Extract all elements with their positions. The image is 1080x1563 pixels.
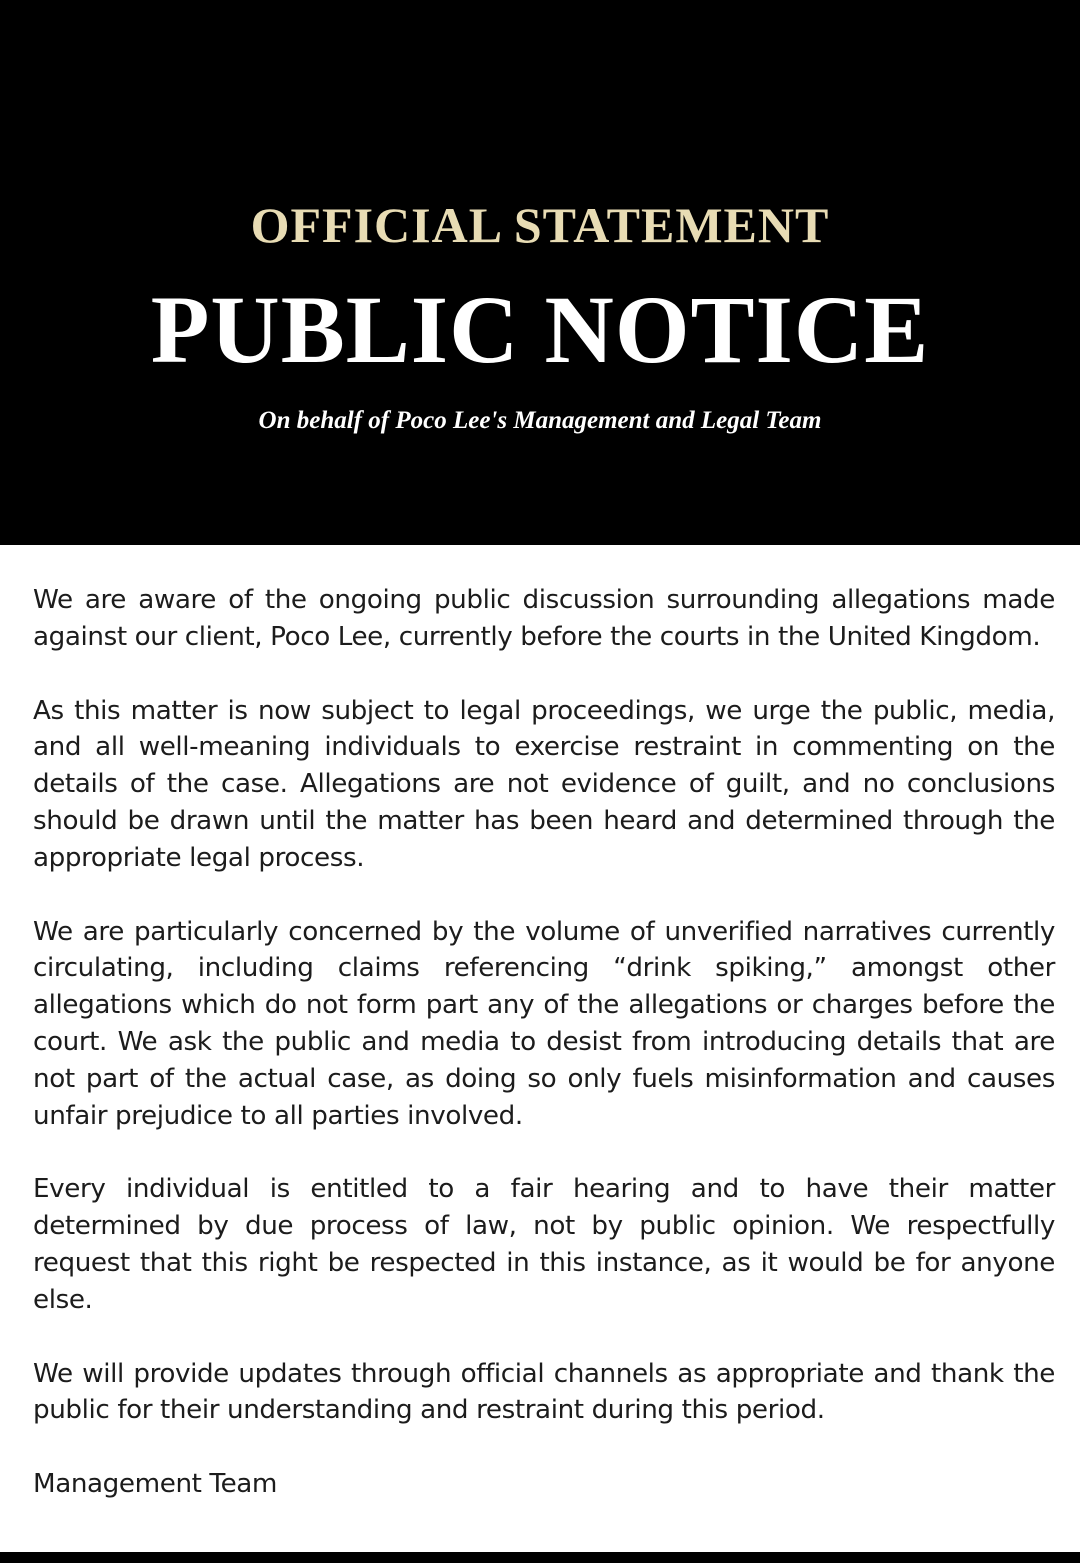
page-title: PUBLIC NOTICE: [150, 276, 930, 383]
official-statement-heading: OFFICIAL STATEMENT: [250, 197, 830, 253]
statement-paragraph-5: We will provide updates through official channels as appropriate and thank the public for their understanding and restraint during this period.: [33, 1358, 1055, 1426]
statement-paragraph-4: Every individual is entitled to a fair hearing and to have their matter determined by due process of law, not by public opinion. We respectfully request that this right be respected in this instance, as it would be for anyone else.: [33, 1174, 1055, 1315]
notice-subtitle: On behalf of Poco Lee's Management and Legal Team: [258, 407, 822, 434]
statement-paragraph-2: As this matter is now subject to legal proceedings, we urge the public, media, and all well-meaning individuals to exercise restraint in commenting on the details of the case. Allegations are not evidence of guilt, and no conclusions should be drawn until the matter has been heard and determined through the appropriate legal process.: [33, 695, 1055, 873]
bottom-border: [0, 1552, 1080, 1563]
statement-paragraph-1: We are aware of the ongoing public discussion surrounding allegations made against our client, Poco Lee, currently before the courts in the United Kingdom.: [33, 585, 1055, 652]
statement-paragraph-3: We are particularly concerned by the volume of unverified narratives currently circulating, including claims referencing “drink spiking,” amongst other allegations which do not form part any of the allegations or charges before the court. We ask the public and media to desist from introducing details that are not part of the actual case, as doing so only fuels misinformation and causes unfair prejudice to all parties involved.: [33, 916, 1055, 1131]
signoff: Management Team: [33, 1469, 278, 1500]
notice-header: [0, 0, 1080, 545]
statement-body: [33, 582, 1055, 1503]
